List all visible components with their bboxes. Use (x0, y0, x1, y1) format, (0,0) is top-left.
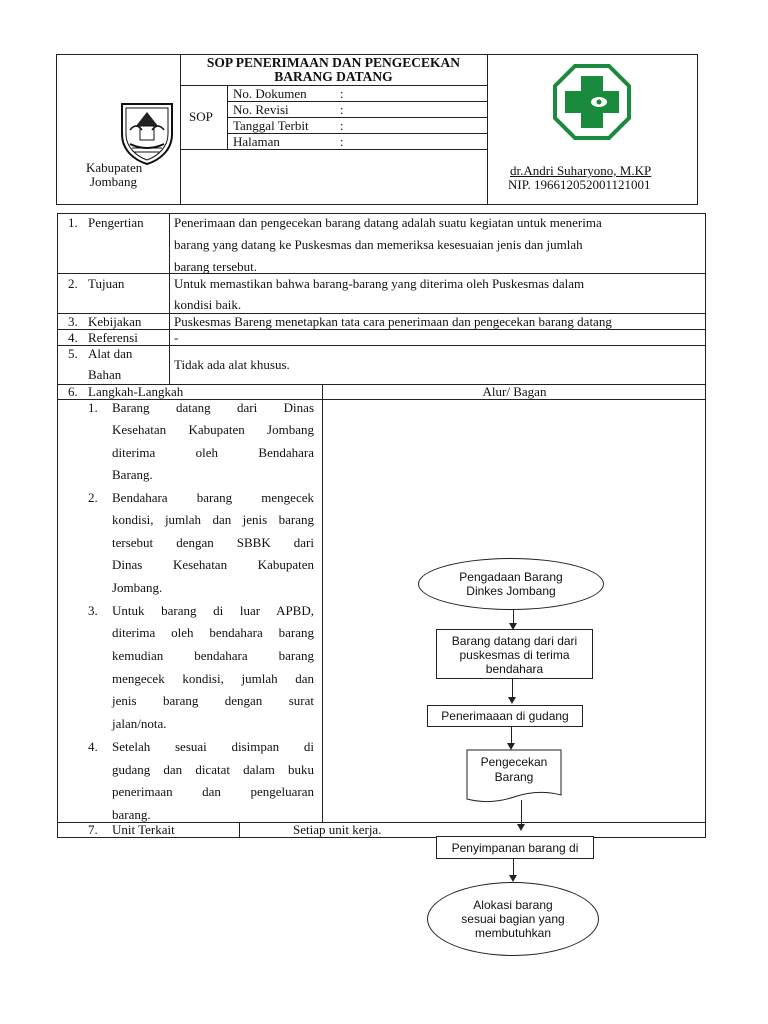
flow-node-pengecekan (466, 749, 562, 805)
puskesmas-cross-icon (553, 64, 631, 140)
flow-node-penerimaan-gudang (427, 705, 583, 727)
row-label-referensi: Referensi (88, 330, 138, 345)
step-line: Barang. (112, 467, 153, 482)
flow-arrow (521, 800, 522, 826)
row-label-kebijakan: Kebijakan (88, 314, 142, 329)
regency-name-line1: Kabupaten (86, 160, 143, 175)
divider (180, 149, 487, 150)
step-number: 4. (88, 739, 98, 754)
flow-node-text: puskesmas di terima (459, 648, 570, 662)
field-label: Halaman (233, 134, 280, 149)
step-line: diterima oleh Bendahara (112, 445, 314, 460)
signer-nip: NIP. 196612052001121001 (508, 177, 651, 192)
step-line: mengecek kondisi, jumlah dan (112, 671, 314, 686)
step-line: gudang dan dicatat dalam buku (112, 762, 314, 777)
field-sep: : (340, 102, 344, 117)
document-title-line2: BARANG DATANG (274, 69, 393, 84)
row-text: Untuk memastikan bahwa barang-barang yang diterima oleh Puskesmas dalam (174, 276, 585, 291)
flow-arrow-head (517, 824, 525, 831)
step-line: Barang datang dari Dinas (112, 400, 314, 415)
step-line: jenis barang dengan surat (112, 693, 314, 708)
divider (57, 329, 706, 330)
step-line: diterima oleh bendahara barang (112, 625, 314, 640)
field-label: No. Revisi (233, 102, 289, 117)
flowchart-heading: Alur/ Bagan (482, 384, 547, 399)
row-text: Tidak ada alat khusus. (174, 357, 290, 372)
row-text: Penerimaan dan pengecekan barang datang adalah suatu kegiatan untuk menerima (174, 215, 602, 230)
row-text: - (174, 330, 179, 345)
row-text: kondisi baik. (174, 297, 242, 312)
flow-node-text: Barang datang dari dari (451, 634, 578, 648)
step-line: Setelah sesuai disimpan di (112, 739, 314, 754)
flow-node-text: membutuhkan (474, 926, 552, 940)
row-number: 1. (68, 215, 78, 230)
divider (57, 273, 706, 274)
row-label-alat: Alat dan (88, 346, 133, 361)
step-number: 3. (88, 603, 98, 618)
step-line: kondisi, jumlah dan jenis barang (112, 512, 314, 527)
step-line: jalan/nota. (112, 716, 167, 731)
step-number: 2. (88, 490, 98, 505)
row-number: 6. (68, 384, 78, 399)
divider (487, 54, 488, 205)
row-label-tujuan: Tujuan (88, 276, 125, 291)
sop-label: SOP (189, 109, 213, 124)
step-line: Kesehatan Kabupaten Jombang (112, 422, 314, 437)
flow-node-penyimpanan (436, 836, 594, 859)
flow-arrow (512, 679, 513, 699)
flow-node-pengadaan (418, 558, 604, 610)
row-number: 5. (68, 346, 78, 361)
jombang-emblem-icon (116, 100, 178, 166)
step-line: Jombang. (112, 580, 163, 595)
flow-node-text: Pengadaan Barang (459, 570, 563, 584)
row-number: 7. (88, 822, 98, 837)
divider (57, 345, 706, 346)
row-label-langkah: Langkah-Langkah (88, 384, 184, 399)
flow-node-text: Penerimaaan di gudang (441, 709, 569, 723)
field-label: Tanggal Terbit (233, 118, 309, 133)
divider (322, 384, 323, 822)
step-number: 1. (88, 400, 98, 415)
row-text: barang yang datang ke Puskesmas dan memeriksa kesesuaian jenis dan jumlah (174, 237, 583, 252)
row-label-unit-terkait: Unit Terkait (112, 822, 175, 837)
field-label: No. Dokumen (233, 86, 307, 101)
row-text: Setiap unit kerja. (293, 822, 382, 837)
row-label-bahan: Bahan (88, 367, 122, 382)
flow-node-text: Barang (494, 770, 534, 784)
row-number: 4. (68, 330, 78, 345)
flow-node-text: Alokasi barang (473, 898, 553, 912)
divider (239, 822, 240, 838)
step-line: Dinas Kesehatan Kabupaten (112, 557, 314, 572)
regency-name-line2: Jombang (90, 174, 137, 189)
row-number: 3. (68, 314, 78, 329)
row-text: Puskesmas Bareng menetapkan tata cara penerimaan dan pengecekan barang datang (174, 314, 612, 329)
flow-arrow-head (509, 875, 517, 882)
divider (169, 213, 170, 384)
step-line: tersebut dengan SBBK dari (112, 535, 314, 550)
step-line: Bendahara barang mengecek (112, 490, 314, 505)
flow-node-text: Pengecekan (480, 755, 548, 769)
step-line: penerimaan dan pengeluaran (112, 784, 314, 799)
flow-node-alokasi (427, 882, 599, 956)
flow-node-text: Dinkes Jombang (466, 584, 556, 598)
row-text: barang tersebut. (174, 259, 258, 274)
row-number: 2. (68, 276, 78, 291)
field-sep: : (340, 118, 344, 133)
step-line: kemudian bendahara barang (112, 648, 314, 663)
signer-name: dr.Andri Suharyono, M.KP (510, 163, 652, 178)
field-sep: : (340, 86, 344, 101)
field-sep: : (340, 134, 344, 149)
step-line: Untuk barang di luar APBD, (112, 603, 314, 618)
row-label-pengertian: Pengertian (88, 215, 144, 230)
flow-node-barang-datang (436, 629, 593, 679)
flow-node-text: bendahara (485, 662, 544, 676)
step-line: barang. (112, 807, 151, 822)
flow-node-text: Penyimpanan barang di (451, 841, 579, 855)
document-title-line1: SOP PENERIMAAN DAN PENGECEKAN (206, 55, 461, 70)
flow-arrow-head (508, 697, 516, 704)
flow-node-text: sesuai bagian yang (461, 912, 565, 926)
